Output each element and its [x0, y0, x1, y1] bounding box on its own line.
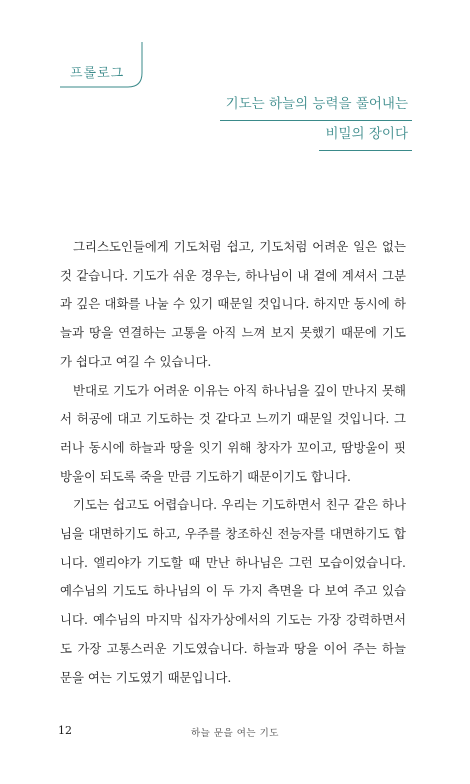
- running-book-title: 하늘 문을 여는 기도: [191, 728, 279, 739]
- chapter-title-line-2: [325, 122, 408, 142]
- paragraph: 기도는 쉽고도 어렵습니다. 우리는 기도하면서 친구 같은 하나님을 대면하기도 하고, 우주를 창조하신 전능자를 대면하기도 합니다. 엘리야가 기도할 때 만난 하나님은 그런 모습이었습니다. 예수님의 기도도 하나님의 이 두 가지 측면을 다 보여 주고 있습니다. 예수님의 마지막 십자가상에서의 기도는 가장 강력하면서도 가장 고통스러운 기도였습니다. 하늘과 땅을 이어 주는 하늘 문을 여는 기도였기 때문입니다.: [60, 497, 406, 685]
- chapter-title-text-1: 기도는 하늘의 능력을 풀어내는: [225, 96, 408, 112]
- paragraph: 그리스도인들에게 기도처럼 쉽고, 기도처럼 어려운 일은 없는 것 같습니다. 기도가 쉬운 경우는, 하나님이 내 곁에 계셔서 그분과 깊은 대화를 나눌 수 있기 때문일 것입니다. 하지만 동시에 하늘과 땅을 연결하는 고통을 아직 느껴 보지 못했기 때문에 기도가 쉽다고 여길 수 있습니다.: [60, 239, 406, 369]
- chapter-title-underline-2: [319, 150, 412, 151]
- chapter-title-line-1: [226, 92, 408, 112]
- paragraph: 반대로 기도가 어려운 이유는 아직 하나님을 깊이 만나지 못해서 허공에 대고 기도하는 것 같다고 느끼기 때문일 것입니다. 그러나 동시에 하늘과 땅을 잇기 위해 창자가 꼬이고, 땀방울이 핏방울이 되도록 죽을 만큼 기도하기 때문이기도 합니다.: [60, 382, 406, 484]
- page-footer: [0, 724, 470, 744]
- page-number: 12: [58, 724, 72, 737]
- chapter-label-block: [58, 40, 144, 88]
- chapter-label: 프롤로그: [70, 66, 125, 81]
- chapter-title-text-2: 비밀의 장이다: [325, 126, 408, 142]
- chapter-title-underline-1: [220, 120, 412, 121]
- body-text: [60, 233, 406, 692]
